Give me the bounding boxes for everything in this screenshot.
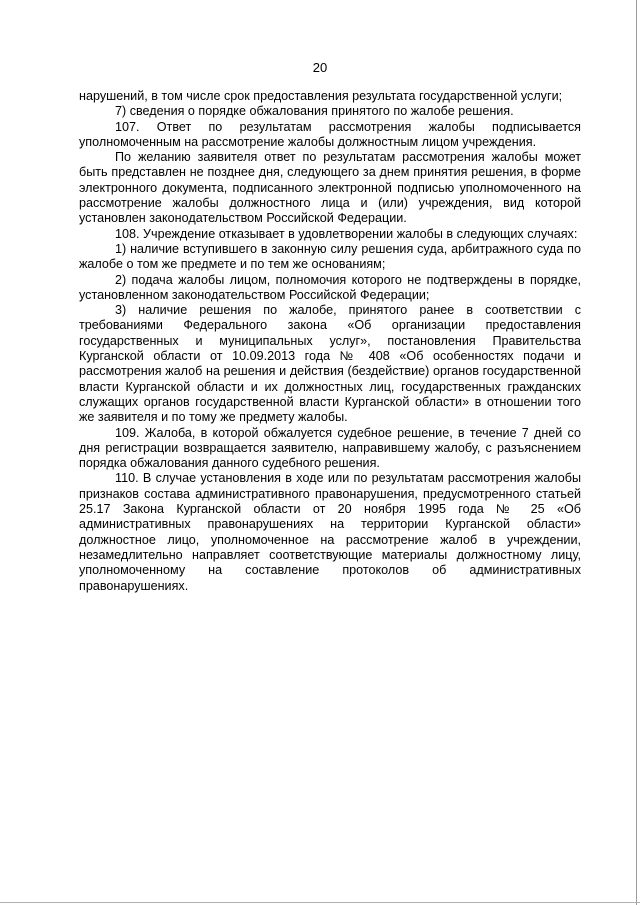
- scan-edge-right: [636, 0, 637, 905]
- paragraph-electronic-response: По желанию заявителя ответ по результатам рассмотрения жалобы может быть представлен не позднее дня, следующего за днем принятия решения, в форме электронного документа, подписанного электронной подписью уполномоченного на рассмотрение жалобы должностного лица и (или) учреждения, вид которой установлен законодательством Российской Федерации.: [79, 150, 581, 226]
- paragraph-108-item-3: 3) наличие решения по жалобе, принятого ранее в соответствии с требованиями Федерального закона «Об организации предоставления государственных и муниципальных услуг», постановления Правительства Курганской области от 10.09.2013 года № 408 «Об особенностях подачи и рассмотрения жалоб на решения и действия (бездействие) органов государственной власти Курганской области и их должностных лиц, государственных гражданских служащих органов государственной власти Курганской области» в отношении того же заявителя и по тому же предмету жалобы.: [79, 303, 581, 425]
- paragraph-item-7: 7) сведения о порядке обжалования принятого по жалобе решения.: [115, 104, 514, 119]
- paragraph-108: 108. Учреждение отказывает в удовлетворении жалобы в следующих случаях:: [115, 226, 578, 241]
- paragraph-108-item-2: 2) подача жалобы лицом, полномочия которого не подтверждены в порядке, установленном законодательством Российской Федерации;: [79, 272, 581, 302]
- paragraph-110: 110. В случае установления в ходе или по результатам рассмотрения жалобы признаков состава административного правонарушения, предусмотренного статьей 25.17 Закона Курганской области от 20 ноября 1995 года № 25 «Об административных правонарушениях на территории Курганской области» должностное лицо, уполномоченное на рассмотрение жалоб в учреждении, незамедлительно направляет соответствующие материалы должностному лицу, уполномоченному на составление протоколов об административных правонарушениях.: [79, 471, 581, 593]
- page-number: 20: [312, 60, 328, 75]
- document-body: [79, 89, 581, 594]
- paragraph-continuation: нарушений, в том числе срок предоставления результата государственной услуги;: [79, 89, 563, 103]
- paragraph-109: 109. Жалоба, в которой обжалуется судебное решение, в течение 7 дней со дня регистрации возвращается заявителю, направившему жалобу, с разъяснением порядка обжалования данного судебного решения.: [79, 425, 581, 471]
- paragraph-108-item-1: 1) наличие вступившего в законную силу решения суда, арбитражного суда по жалобе о том же предмете и по тем же основаниям;: [79, 241, 581, 272]
- paragraph-107: 107. Ответ по результатам рассмотрения жалобы подписывается уполномоченным на рассмотрение жалобы должностным лицом учреждения.: [79, 119, 581, 149]
- scan-edge-bottom: [0, 902, 640, 903]
